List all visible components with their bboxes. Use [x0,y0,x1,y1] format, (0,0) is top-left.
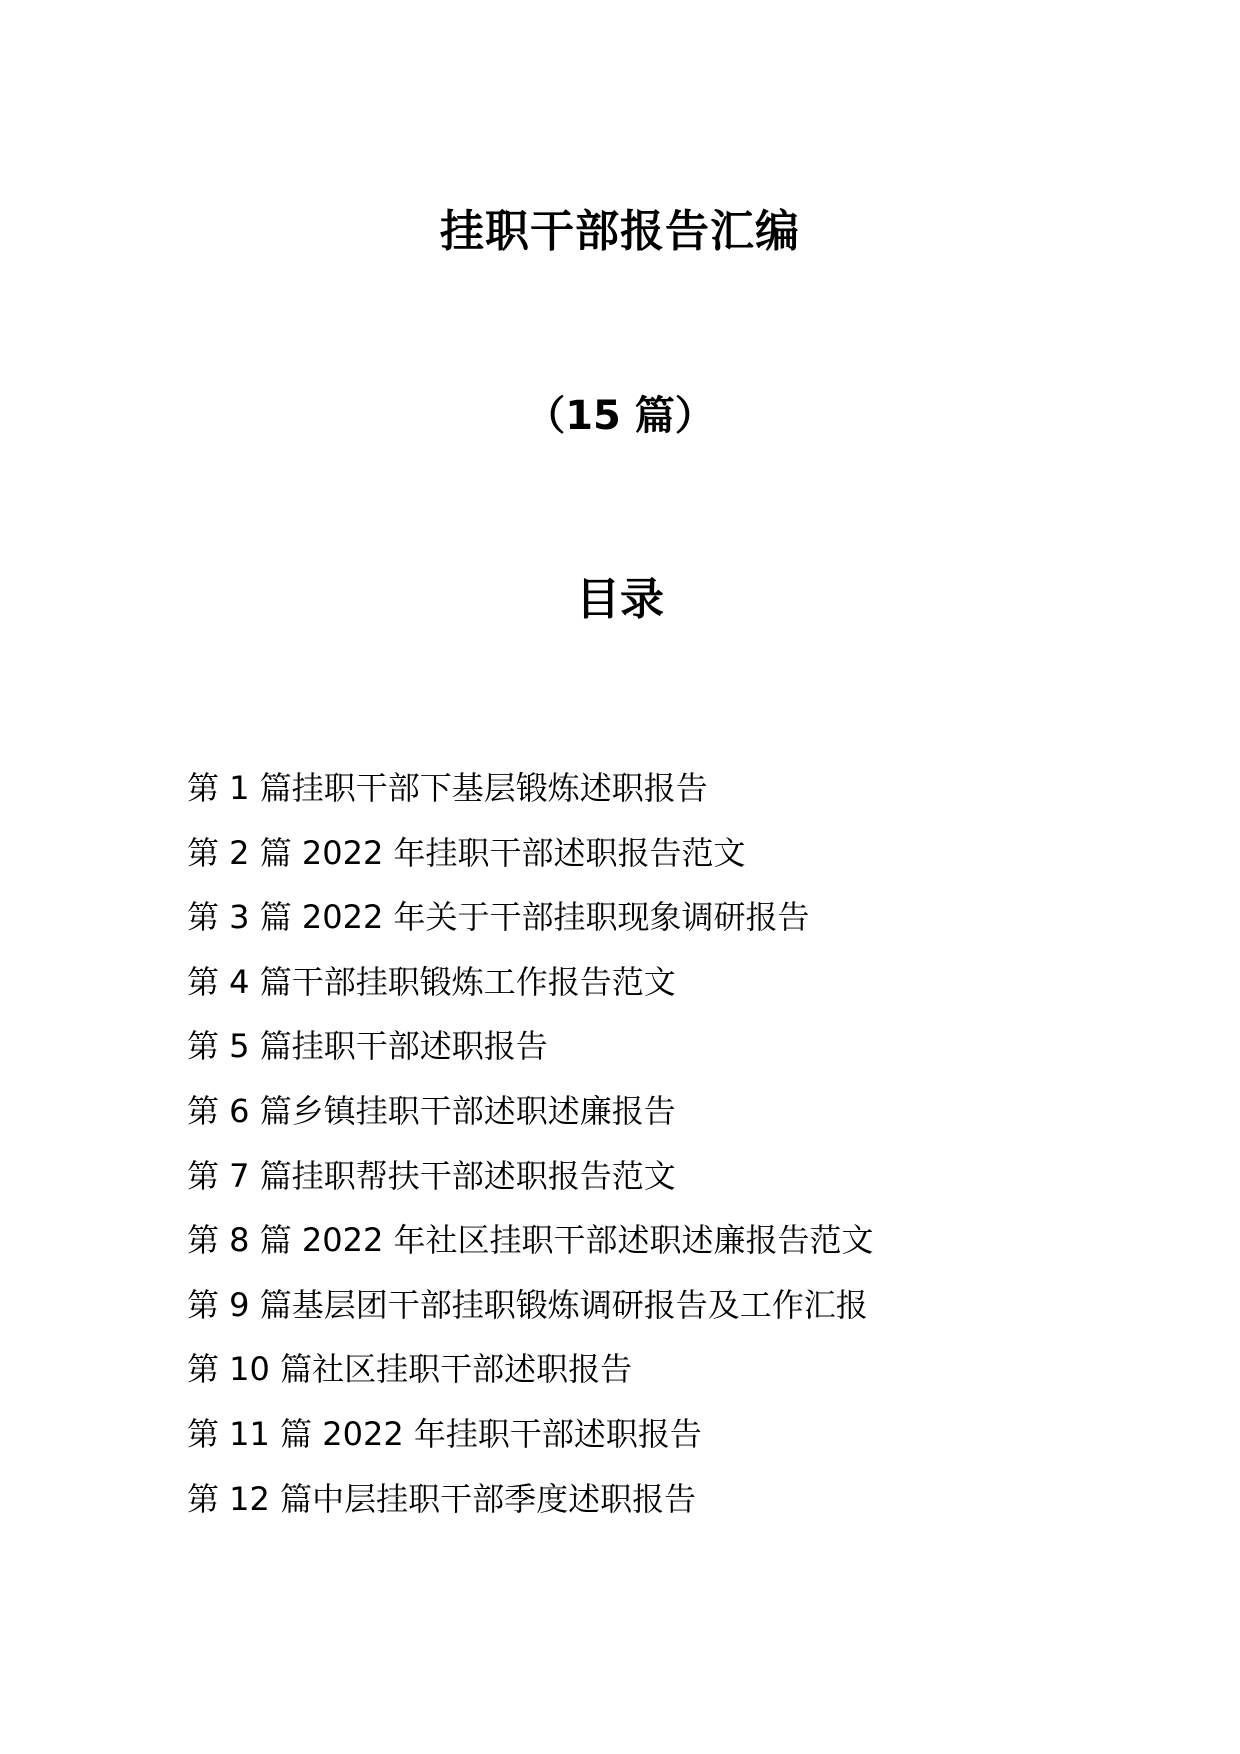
document-title: 挂职干部报告汇编 [440,206,800,257]
toc-item-1[interactable]: 第 1 篇挂职干部下基层锻炼述职报告 [187,769,708,807]
toc-item-3[interactable]: 第 3 篇 2022 年关于干部挂职现象调研报告 [187,898,810,937]
toc-item-5[interactable]: 第 5 篇挂职干部述职报告 [187,1027,548,1066]
toc-item-11[interactable]: 第 11 篇 2022 年挂职干部述职报告 [187,1414,702,1453]
toc-item-4[interactable]: 第 4 篇干部挂职锻炼工作报告范文 [187,962,676,1001]
toc-item-2[interactable]: 第 2 篇 2022 年挂职干部述职报告范文 [187,833,746,872]
toc-item-12[interactable]: 第 12 篇中层挂职干部季度述职报告 [187,1479,697,1518]
toc-item-7[interactable]: 第 7 篇挂职帮扶干部述职报告范文 [187,1156,676,1195]
toc-item-6[interactable]: 第 6 篇乡镇挂职干部述职述廉报告 [187,1091,676,1130]
toc-item-9[interactable]: 第 9 篇基层团干部挂职锻炼调研报告及工作汇报 [187,1285,868,1324]
toc-list [187,756,1187,1531]
toc-item-8[interactable]: 第 8 篇 2022 年社区挂职干部述职述廉报告范文 [187,1221,874,1260]
toc-heading: 目录 [576,574,664,625]
toc-item-10[interactable]: 第 10 篇社区挂职干部述职报告 [187,1350,633,1389]
document-subtitle: （15 篇） [525,393,715,439]
